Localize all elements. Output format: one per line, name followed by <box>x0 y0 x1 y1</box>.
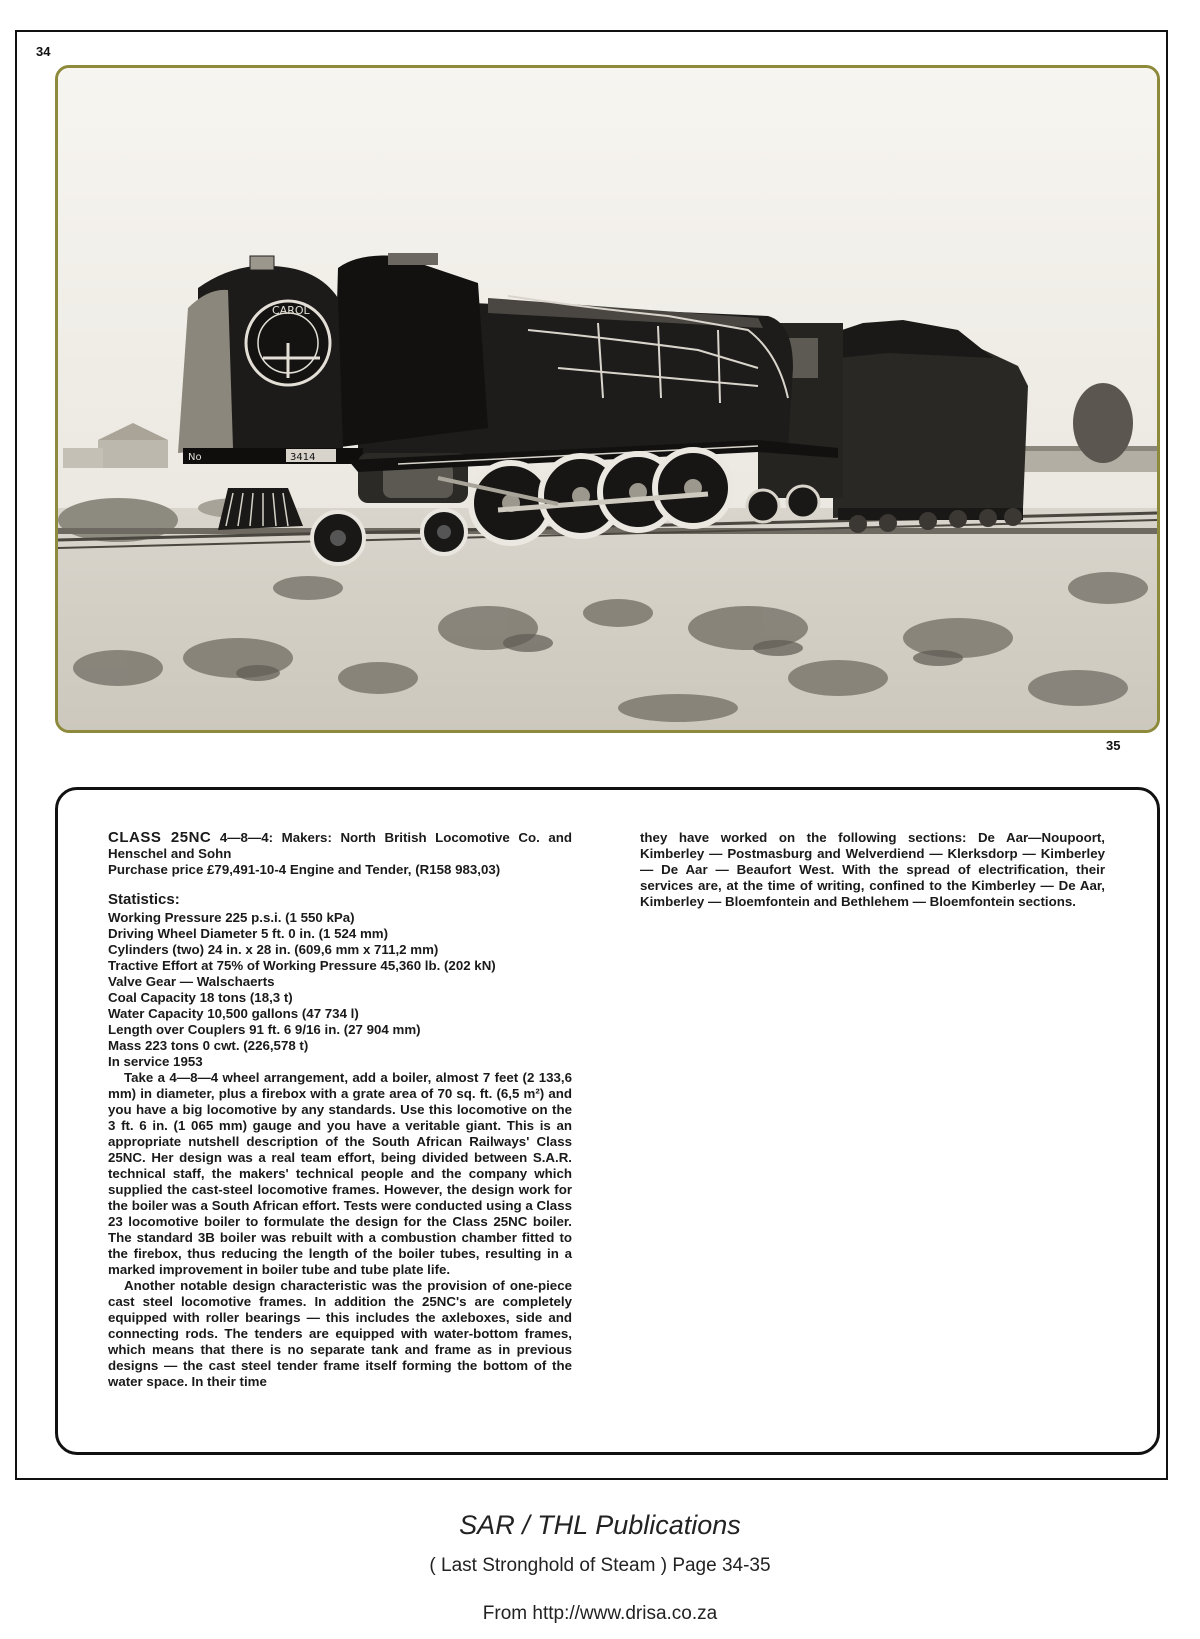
stat-length-over-couplers: Length over Couplers 91 ft. 6 9/16 in. (27 904 mm) <box>108 1022 421 1037</box>
stat-water-capacity: Water Capacity 10,500 gallons (47 734 l) <box>108 1006 359 1021</box>
stat-working-pressure: Working Pressure 225 p.s.i. (1 550 kPa) <box>108 910 355 925</box>
stat-coal-capacity: Coal Capacity 18 tons (18,3 t) <box>108 990 293 1005</box>
footer-book-page: ( Last Stronghold of Steam ) Page 34-35 <box>429 1555 771 1576</box>
smokebox-plate-text: CAROL <box>272 304 310 317</box>
article-intro <box>108 830 572 862</box>
page-number-right: 35 <box>1106 738 1121 753</box>
stat-tractive-effort: Tractive Effort at 75% of Working Pressure 45,360 lb. (202 kN) <box>108 958 496 973</box>
locomotive-photo <box>55 65 1160 733</box>
article-paragraph-3: they have worked on the following sections: De Aar—Noupoort, Kimberley — Postmasburg and Welverdiend — Klerksdorp — Kimberley — De Aar — Beaufort West. With the spread of electrification, their services are, at the time of writing, confined to the Kimberley — De Aar, Kimberley — Bloemfontein and Bethlehem — Bloemfontein sections. <box>640 830 1105 909</box>
stat-in-service: In service 1953 <box>108 1054 203 1069</box>
article-right-column <box>640 830 1105 910</box>
stat-driving-wheel-diameter: Driving Wheel Diameter 5 ft. 0 in. (1 524 mm) <box>108 926 389 941</box>
purchase-price: Purchase price £79,491-10-4 Engine and Tender, (R158 983,03) <box>108 862 501 877</box>
article-paragraph-2: Another notable design characteristic was the provision of one-piece cast steel locomotive frames. In addition the 25NC's are completely equipped with roller bearings — this includes the axleboxes, side and connecting rods. The tenders are equipped with water-bottom frames, which means that there is no separate tank and frame as in previous designs — the cast steel tender frame itself forming the bottom of the water space. In their time <box>108 1278 572 1389</box>
stat-cylinders: Cylinders (two) 24 in. x 28 in. (609,6 mm x 711,2 mm) <box>108 942 439 957</box>
stat-mass: Mass 223 tons 0 cwt. (226,578 t) <box>108 1038 309 1053</box>
page-number-left: 34 <box>36 44 51 59</box>
footer-source-url: From http://www.drisa.co.za <box>482 1603 718 1624</box>
class-name: CLASS 25NC <box>108 829 212 846</box>
makers-text: 4—8—4: Makers: North British Locomotive Co. and Henschel and Sohn <box>108 830 572 861</box>
number-plate-text: 3414 <box>290 452 316 463</box>
stat-valve-gear: Valve Gear — Walschaerts <box>108 974 275 989</box>
statistics-heading: Statistics: <box>108 891 180 908</box>
footer-publisher-title: SAR / THL Publications <box>459 1510 741 1540</box>
number-plate-prefix: No <box>188 452 202 463</box>
article-paragraph-1: Take a 4—8—4 wheel arrangement, add a boiler, almost 7 feet (2 133,6 mm) in diameter, plus a firebox with a grate area of 70 sq. ft. (6,5 m²) and you have a big locomotive by any standards. Use this locomotive on the 3 ft. 6 in. (1 065 mm) gauge and you have a veritable giant. This is an appropriate nutshell description of the South African Railways' Class 25NC. Her design was a real team effort, being divided between S.A.R. technical staff, the makers' technical people and the company which supplied the cast-steel locomotive frames. However, the design work for the boiler was a South African effort. Tests were conducted using a Class 23 locomotive boiler to formulate the design for the Class 25NC boiler. The standard 3B boiler was rebuilt with a combustion chamber fitted to the firebox, thus reducing the length of the boiler tubes, resulting in a marked improvement in boiler tube and tube plate life. <box>108 1070 572 1277</box>
article-left-column <box>108 830 572 1390</box>
